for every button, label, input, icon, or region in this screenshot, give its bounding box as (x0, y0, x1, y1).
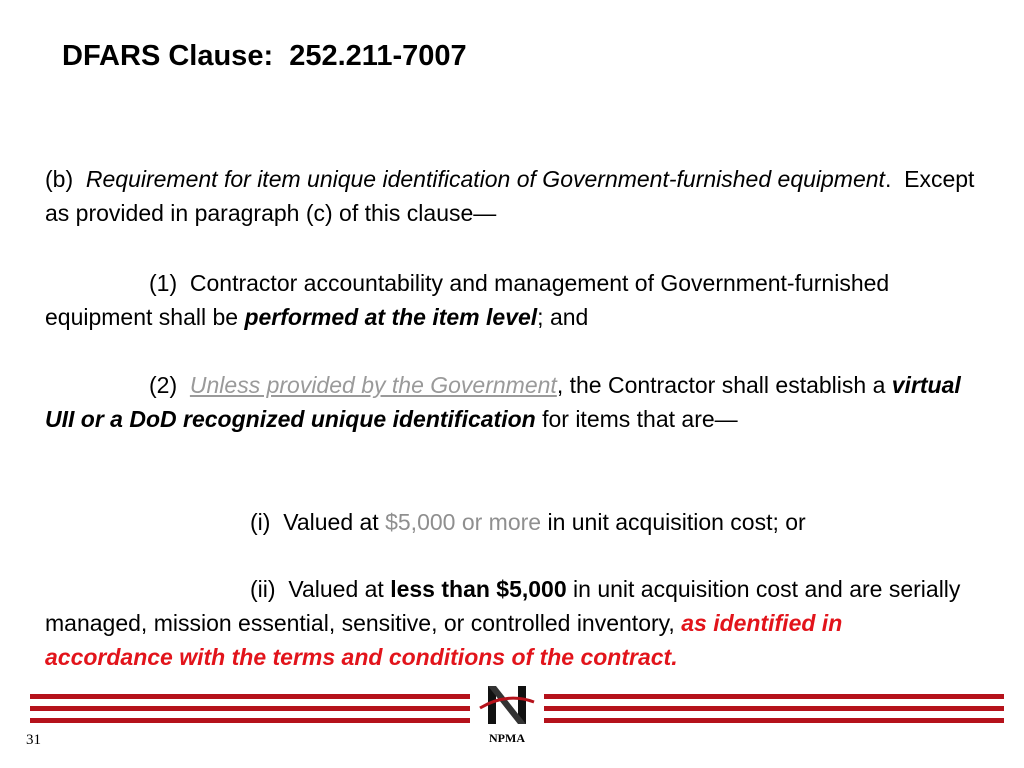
paragraph-2-marker: (2) (149, 372, 190, 398)
page-number: 31 (26, 732, 41, 748)
paragraph-ii-body: in unit acquisition cost and are serially managed, mission essential, sensitive, or controlled inventory, (45, 576, 961, 636)
paragraph-1-end: ; and (537, 304, 589, 330)
paragraph-1-marker: (1) (149, 270, 190, 296)
paragraph-b-marker: (b) (45, 166, 86, 192)
paragraph-1 (45, 266, 975, 334)
footer-stripe (30, 706, 470, 711)
footer-stripe (544, 718, 1004, 723)
paragraph-ii-value: less than $5,000 (390, 576, 567, 602)
paragraph-i-marker: (i) (250, 509, 284, 535)
government-provided-link[interactable]: Unless provided by the Government (189, 372, 557, 398)
npma-emblem-icon (474, 680, 540, 732)
footer-stripe (30, 718, 470, 723)
footer-stripe (30, 694, 470, 699)
paragraph-i-value: $5,000 or more (385, 509, 542, 535)
paragraph-1-emphasis: performed at the item level (244, 304, 538, 330)
footer-stripe (544, 706, 1004, 711)
paragraph-b (45, 162, 981, 230)
paragraph-ii (45, 572, 975, 674)
npma-logo (474, 680, 540, 748)
paragraph-1-text: Contractor accountability and management of Government-furnished equipment shall be (45, 270, 890, 330)
paragraph-i-end: in unit acquisition cost; or (541, 509, 806, 535)
paragraph-ii-text: Valued at (288, 576, 391, 602)
slide-title: DFARS Clause: 252.211-7007 (62, 40, 467, 72)
paragraph-b-heading: Requirement for item unique identification of Government-furnished equipment (85, 166, 885, 192)
paragraph-2-end: for items that are— (535, 406, 738, 432)
paragraph-ii-red-emphasis: as identified in accordance with the terms and conditions of the contract. (45, 610, 843, 670)
paragraph-b-text: . Except as provided in paragraph (c) of this clause— (45, 166, 981, 226)
paragraph-i (45, 505, 975, 539)
paragraph-2-emphasis: virtual UII or a DoD recognized unique identification (45, 372, 961, 432)
npma-logo-text: NPMA (489, 731, 525, 745)
paragraph-2-text: , the Contractor shall establish a (556, 372, 892, 398)
paragraph-i-text: Valued at (283, 509, 386, 535)
paragraph-2 (45, 368, 975, 436)
footer-stripe (544, 694, 1004, 699)
paragraph-ii-marker: (ii) (250, 576, 289, 602)
